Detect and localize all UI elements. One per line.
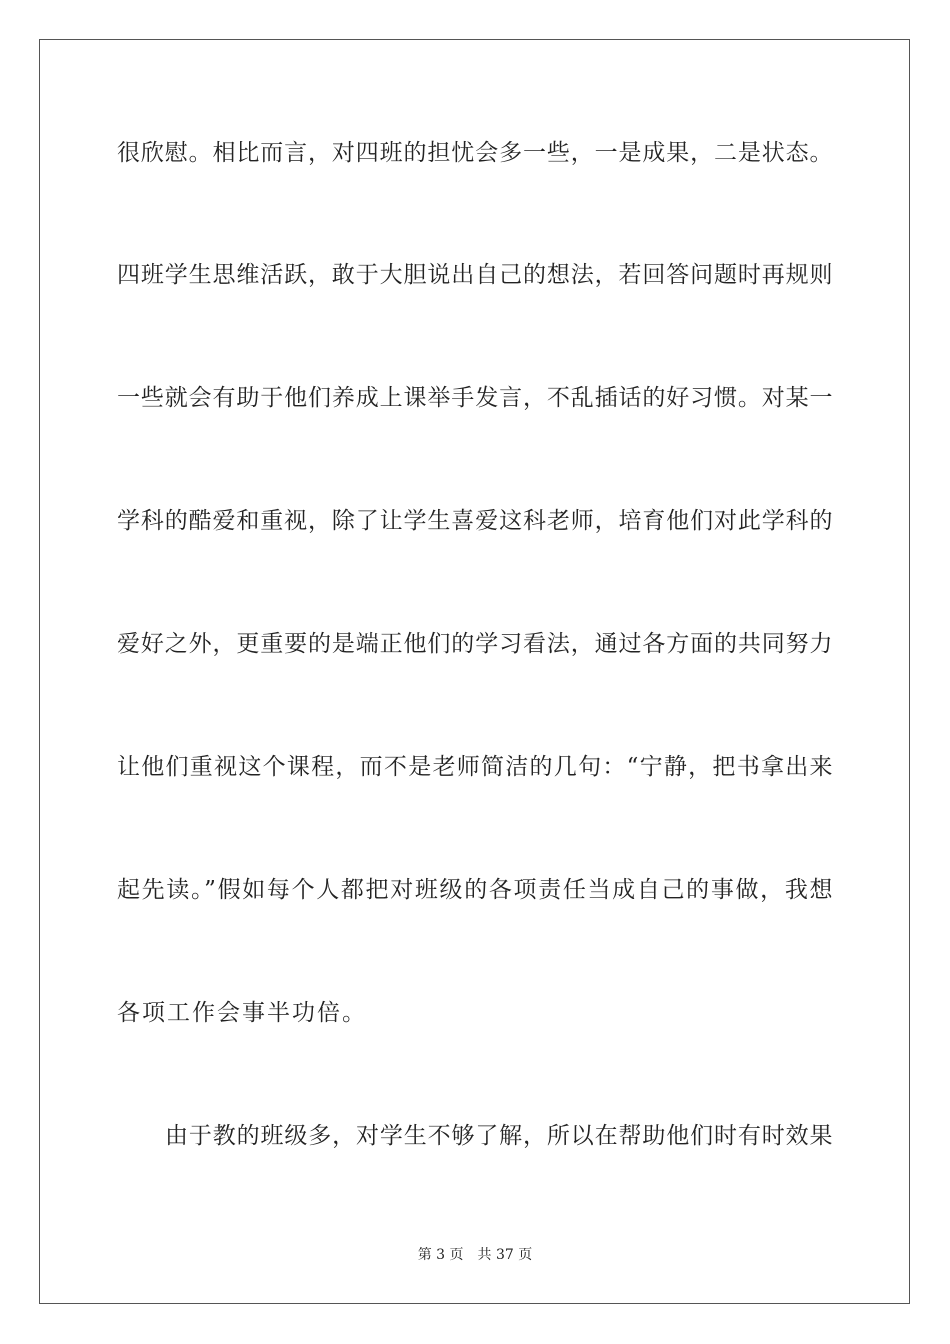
total-pages: 共 37 页: [477, 1247, 533, 1263]
page-border: [39, 39, 910, 1304]
page-footer: [0, 1246, 950, 1264]
body-text-line-1: 很欣慰。相比而言，对四班的担忧会多一些，一是成果，二是状态。: [117, 140, 833, 166]
body-text-line-5: 爱好之外，更重要的是端正他们的学习看法，通过各方面的共同努力: [117, 631, 833, 657]
body-text-line-2: 四班学生思维活跃，敢于大胆说出自己的想法，若回答问题时再规则: [117, 262, 833, 288]
body-text-line-7: 起先读。”假如每个人都把对班级的各项责任当成自己的事做，我想: [117, 877, 833, 903]
paragraph-start-line: 由于教的班级多，对学生不够了解，所以在帮助他们时有时效果: [165, 1123, 833, 1149]
body-text-line-4: 学科的酷爱和重视，除了让学生喜爱这科老师，培育他们对此学科的: [117, 508, 833, 534]
page-number: 第 3 页: [417, 1247, 464, 1263]
body-text-line-8: 各项工作会事半功倍。: [117, 1000, 367, 1026]
body-text-line-3: 一些就会有助于他们养成上课举手发言，不乱插话的好习惯。对某一: [117, 385, 833, 411]
body-text-line-6: 让他们重视这个课程，而不是老师简洁的几句：“宁静，把书拿出来: [117, 754, 833, 780]
